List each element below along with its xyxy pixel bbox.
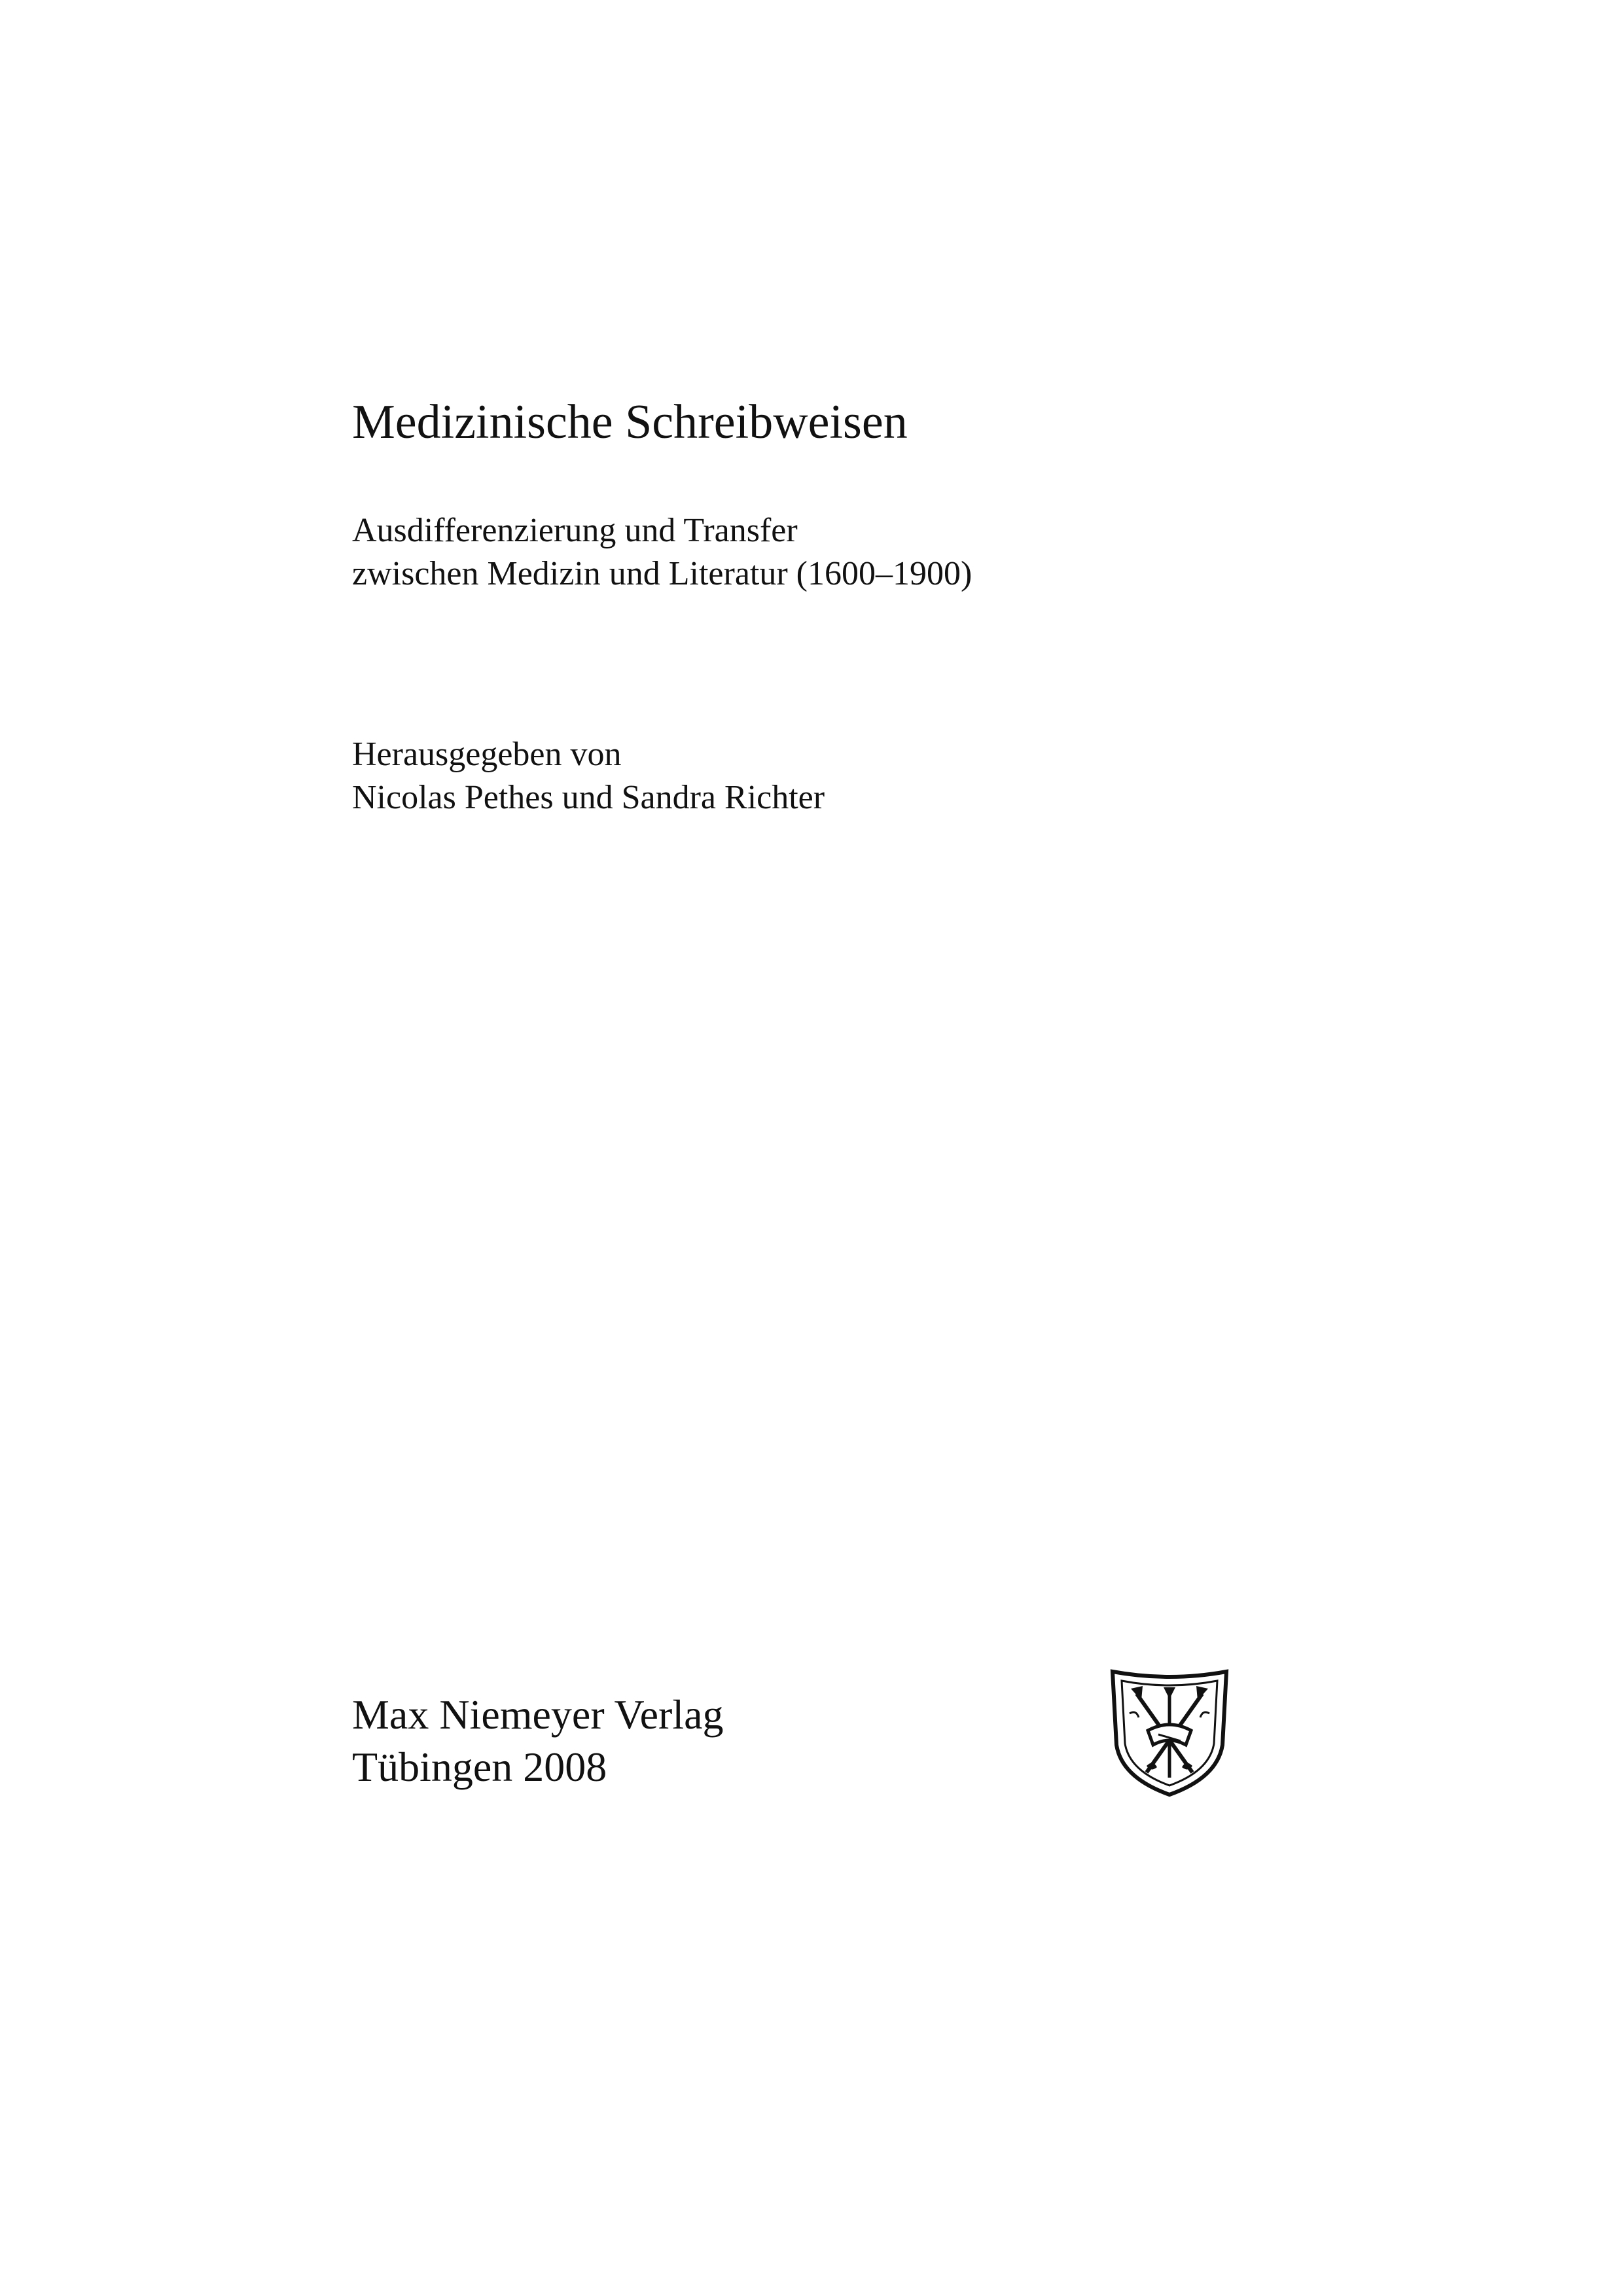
subtitle-line: zwischen Medizin und Literatur (1600–1900): [352, 555, 972, 592]
editors-block: [352, 733, 825, 819]
publisher-place-year: Tübingen 2008: [352, 1744, 607, 1790]
publisher-block: [352, 1689, 724, 1793]
editors-names: Nicolas Pethes und Sandra Richter: [352, 779, 825, 816]
book-title: Medizinische Schreibweisen: [352, 395, 908, 449]
editors-label: Herausgegeben von: [352, 736, 622, 773]
publisher-coat-of-arms-icon: [1107, 1668, 1232, 1799]
subtitle-line: Ausdifferenzierung und Transfer: [352, 512, 798, 549]
book-subtitle: [352, 509, 972, 596]
publisher-name: Max Niemeyer Verlag: [352, 1691, 724, 1738]
